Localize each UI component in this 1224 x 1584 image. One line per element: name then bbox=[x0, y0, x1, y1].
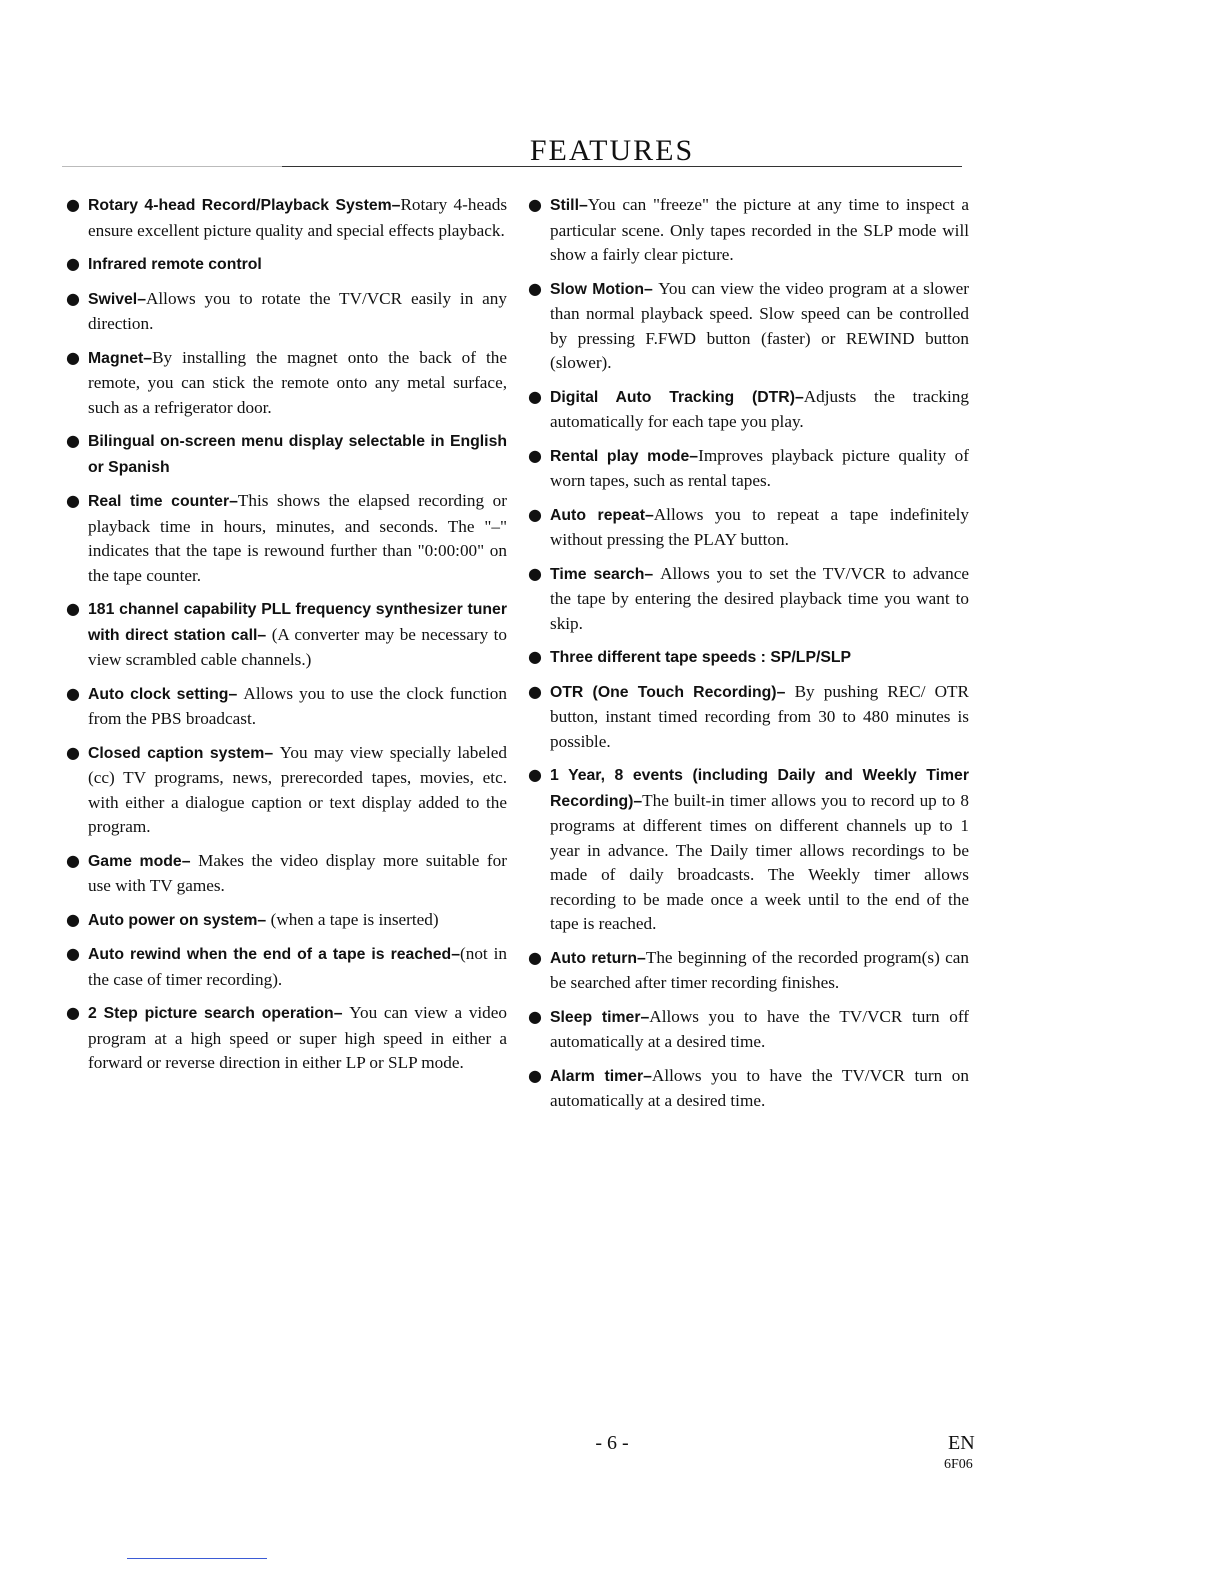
feature-description: The built-in timer allows you to record up to 8 programs at different times on different channels up to 1 year in advance. The Daily timer allows recordings to be made of daily broadcasts. The Weekly timer allows recording to be made once a week until to the end of the tape is reached. bbox=[550, 790, 969, 933]
feature-description: By pushing REC/ OTR button, instant timed recording from 30 to 480 minutes is possible. bbox=[550, 681, 969, 751]
feature-item bbox=[524, 562, 969, 637]
bullet-icon: ● bbox=[528, 386, 542, 406]
feature-separator: – bbox=[333, 1005, 350, 1022]
feature-term: Three different tape speeds : SP/LP/SLP bbox=[550, 649, 852, 666]
feature-term: 2 Step picture search operation bbox=[88, 1005, 334, 1022]
feature-description: This shows the elapsed recording or playback time in hours, minutes, and seconds. The "–" indicates that the tape is rewound further than "0:00:00" on the tape counter. bbox=[88, 491, 507, 585]
feature-separator: – bbox=[794, 388, 804, 406]
feature-term: Slow Motion bbox=[550, 280, 645, 298]
feature-term: Swivel bbox=[88, 290, 138, 308]
feature-separator: – bbox=[143, 349, 153, 367]
feature-item bbox=[62, 942, 507, 992]
feature-separator: – bbox=[776, 683, 795, 701]
feature-term: 181 channel capability PLL frequency synthesizer tuner with direct station call bbox=[88, 601, 507, 644]
feature-description: You can view a video program at a high speed or super high speed in either a forward or reverse direction in either LP or SLP mode. bbox=[88, 1003, 507, 1072]
feature-item bbox=[524, 385, 969, 435]
feature-term: Closed caption system bbox=[88, 744, 265, 762]
feature-item bbox=[524, 645, 969, 671]
feature-item bbox=[524, 1064, 969, 1114]
feature-description: You can "freeze" the picture at any time to inspect a particular scene. Only tapes recorded in the SLP mode will show a fairly clear picture. bbox=[550, 195, 969, 264]
feature-separator: – bbox=[181, 852, 199, 870]
feature-description: Improves playback picture quality of worn tapes, such as rental tapes. bbox=[550, 445, 969, 490]
feature-term: Auto repeat bbox=[550, 506, 645, 524]
feature-separator: – bbox=[644, 506, 654, 524]
feature-description: (not in the case of timer recording). bbox=[88, 944, 507, 989]
bullet-icon: ● bbox=[66, 742, 80, 762]
feature-term: Bilingual on-screen menu display selectable in English or Spanish bbox=[88, 433, 507, 476]
feature-item bbox=[524, 503, 969, 553]
feature-term: Auto clock setting bbox=[88, 685, 229, 703]
bullet-icon: ● bbox=[528, 445, 542, 465]
feature-item bbox=[62, 908, 507, 934]
feature-separator: – bbox=[264, 744, 280, 762]
feature-item bbox=[62, 429, 507, 480]
bullet-icon: ● bbox=[528, 278, 542, 298]
bullet-icon: ● bbox=[66, 254, 80, 273]
feature-term: Real time counter bbox=[88, 493, 230, 510]
bottom-rule bbox=[127, 1558, 267, 1559]
feature-description: Allows you to set the TV/VCR to advance the tape by entering the desired playback time you want to skip. bbox=[550, 563, 969, 633]
feature-separator: – bbox=[257, 911, 271, 929]
bullet-icon: ● bbox=[66, 195, 80, 214]
feature-separator: – bbox=[229, 493, 238, 510]
feature-term: Auto power on system bbox=[88, 911, 258, 929]
feature-description: (A converter may be necessary to view scrambled cable channels.) bbox=[88, 624, 507, 669]
bullet-icon: ● bbox=[528, 504, 542, 524]
feature-item bbox=[62, 346, 507, 421]
feature-item bbox=[62, 597, 507, 673]
feature-item bbox=[62, 682, 507, 732]
bullet-icon: ● bbox=[528, 765, 542, 784]
bullet-icon: ● bbox=[528, 563, 542, 583]
feature-term: Magnet bbox=[88, 349, 144, 367]
feature-description: Allows you to have the TV/VCR turn off automatically at a desired time. bbox=[550, 1006, 969, 1051]
feature-term: Still bbox=[550, 197, 579, 214]
feature-item bbox=[62, 741, 507, 840]
feature-separator: – bbox=[637, 949, 646, 967]
feature-description: Allows you to repeat a tape indefinitely without pressing the PLAY button. bbox=[550, 504, 969, 549]
language-code: EN bbox=[948, 1432, 975, 1454]
feature-item bbox=[524, 444, 969, 494]
feature-separator: – bbox=[137, 290, 146, 308]
bullet-icon: ● bbox=[528, 1065, 542, 1085]
left-feature-column bbox=[62, 193, 507, 1085]
feature-item bbox=[62, 489, 507, 588]
feature-separator: – bbox=[257, 626, 272, 644]
feature-separator: – bbox=[451, 946, 460, 963]
feature-term: Digital Auto Tracking (DTR) bbox=[550, 388, 795, 406]
bullet-icon: ● bbox=[528, 681, 542, 701]
feature-description: You may view specially labeled (cc) TV programs, news, prerecorded tapes, movies, etc. with either a dialogue caption or text display added to the program. bbox=[88, 742, 508, 836]
bullet-icon: ● bbox=[66, 431, 80, 450]
feature-item bbox=[62, 193, 507, 243]
feature-description: Rotary 4-heads ensure excellent picture quality and special effects playback. bbox=[88, 195, 508, 240]
feature-separator: – bbox=[644, 280, 659, 298]
feature-description: Adjusts the tracking automatically for each tape you play. bbox=[550, 386, 969, 431]
feature-separator: – bbox=[633, 792, 643, 810]
right-feature-column bbox=[524, 193, 969, 1123]
feature-item bbox=[62, 252, 507, 278]
bullet-icon: ● bbox=[66, 288, 80, 308]
feature-term: 1 Year, 8 events (including Daily and Weekly Timer Recording) bbox=[550, 767, 969, 810]
document-code: 6F06 bbox=[944, 1457, 973, 1472]
feature-item bbox=[524, 946, 969, 996]
bullet-icon: ● bbox=[66, 909, 80, 929]
feature-description: You can view the video program at a slower than normal playback speed. Slow speed can be controlled by pressing F.FWD button (faster) or REWIND button (slower). bbox=[550, 278, 969, 372]
feature-separator: – bbox=[640, 1008, 650, 1026]
page-title: FEATURES bbox=[529, 134, 695, 167]
feature-item bbox=[62, 287, 507, 337]
bullet-icon: ● bbox=[66, 683, 80, 703]
bullet-icon: ● bbox=[66, 599, 80, 618]
feature-description: By installing the magnet onto the back of the remote, you can stick the remote onto any metal surface, such as a refrigerator door. bbox=[88, 347, 507, 417]
feature-separator: – bbox=[578, 197, 588, 214]
feature-item bbox=[524, 1005, 969, 1055]
bullet-icon: ● bbox=[528, 1006, 542, 1026]
feature-separator: – bbox=[228, 685, 244, 703]
bullet-icon: ● bbox=[66, 1003, 80, 1022]
feature-term: Time search bbox=[550, 565, 645, 583]
title-rule-faint bbox=[62, 166, 282, 167]
bullet-icon: ● bbox=[66, 944, 80, 963]
feature-description: Allows you to rotate the TV/VCR easily in any direction. bbox=[88, 288, 507, 333]
feature-item bbox=[62, 849, 507, 899]
feature-term: Alarm timer bbox=[550, 1067, 644, 1085]
feature-term: Auto return bbox=[550, 949, 638, 967]
feature-description: Allows you to use the clock function from the PBS broadcast. bbox=[88, 683, 507, 728]
feature-description: Allows you to have the TV/VCR turn on automatically at a desired time. bbox=[550, 1065, 969, 1110]
feature-item bbox=[524, 680, 969, 755]
feature-term: Sleep timer bbox=[550, 1008, 641, 1026]
feature-separator: – bbox=[689, 447, 699, 465]
feature-term: Rotary 4-head Record/Playback System bbox=[88, 197, 392, 214]
feature-term: Game mode bbox=[88, 852, 182, 870]
feature-item bbox=[524, 763, 969, 937]
feature-item bbox=[524, 193, 969, 268]
bullet-icon: ● bbox=[66, 347, 80, 367]
feature-separator: – bbox=[391, 197, 401, 214]
feature-separator: – bbox=[643, 1067, 652, 1085]
feature-term: OTR (One Touch Recording) bbox=[550, 683, 777, 701]
feature-separator: – bbox=[644, 565, 661, 583]
feature-description: (when a tape is inserted) bbox=[270, 909, 439, 929]
bullet-icon: ● bbox=[528, 195, 542, 214]
feature-description: Makes the video display more suitable for use with TV games. bbox=[88, 850, 507, 895]
bullet-icon: ● bbox=[528, 647, 542, 666]
bullet-icon: ● bbox=[66, 850, 80, 870]
feature-term: Infrared remote control bbox=[88, 256, 262, 273]
feature-term: Rental play mode bbox=[550, 447, 690, 465]
feature-item bbox=[62, 1001, 507, 1076]
feature-item bbox=[524, 277, 969, 376]
bullet-icon: ● bbox=[66, 491, 80, 510]
bullet-icon: ● bbox=[528, 947, 542, 967]
page-number: - 6 - bbox=[595, 1432, 629, 1454]
feature-description: The beginning of the recorded program(s) can be searched after timer recording finishes. bbox=[550, 947, 969, 992]
feature-term: Auto rewind when the end of a tape is reached bbox=[88, 946, 452, 963]
